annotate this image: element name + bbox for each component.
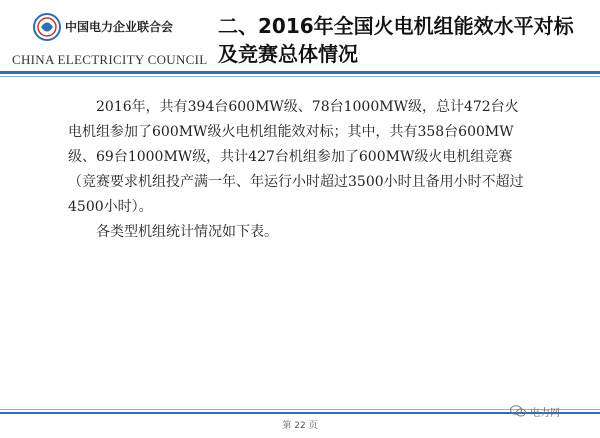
slide-title-line-2: 及竞赛总体情况 [218,42,358,66]
paragraph-1: 2016年，共有394台600MW级、78台1000MW级，总计472台火电机组参加了600MW级火电机组能效对标；其中，共有358台600MW级、69台1000MW级，共计427台机组参加了600MW级火电机组竞赛（竞赛要求机组投产满一年、年运行小时超过3500小时且备用小时不超过4500小时）。 [68,99,524,215]
paragraph-2: 各类型机组统计情况如下表。 [96,224,278,240]
org-name-english: CHINA ELECTRICITY COUNCIL [12,52,208,67]
cec-logo-icon [32,12,62,42]
watermark [510,402,590,420]
org-name: 中国电力企业联合会 [65,20,174,34]
org-logo-block [10,12,210,67]
header-divider-thin [0,76,600,77]
header-divider [0,71,600,74]
body-text [68,95,530,245]
wechat-icon [510,405,526,417]
page-number: 第 22 页 [282,421,318,431]
slide-title-line-1: 二、2016年全国火电机组能效水平对标 [218,14,574,38]
watermark-text: 电力网 [530,407,560,419]
